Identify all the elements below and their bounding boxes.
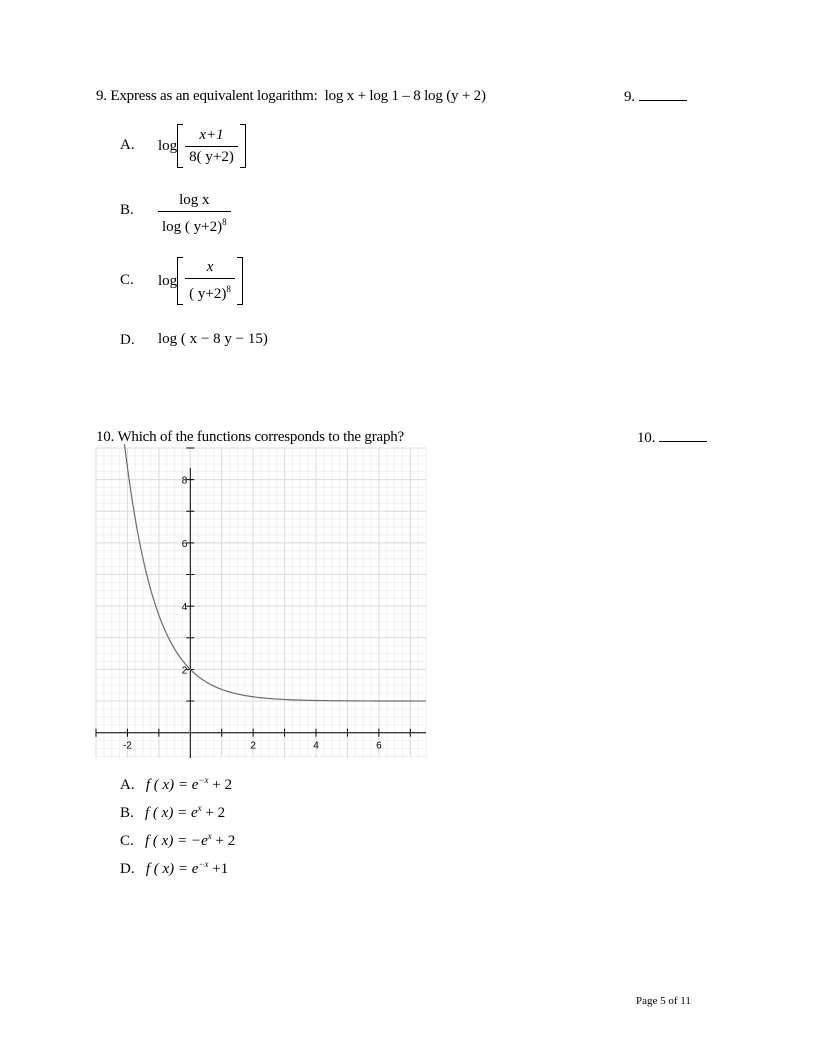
q9-option-c-math: [158, 257, 243, 305]
grid-minor: [96, 448, 426, 758]
q10-option-c-exp: x: [207, 831, 212, 841]
q9-option-b-numerator: log x: [179, 192, 210, 208]
q9-option-c-letter[interactable]: C.: [120, 272, 134, 288]
q9-option-a-denominator: 8( y+2): [185, 146, 238, 166]
q9-option-c-exponent: 8: [226, 284, 231, 294]
y-tick-label: 4: [181, 602, 188, 614]
q9-prompt: Express as an equivalent logarithm:: [110, 88, 318, 104]
q9-option-b-letter[interactable]: B.: [120, 202, 134, 218]
q10-prompt: Which of the functions corresponds to the graph?: [117, 429, 404, 445]
left-bracket: [177, 124, 183, 168]
q10-answer-blank[interactable]: [659, 429, 707, 442]
q10-option-b[interactable]: [120, 803, 225, 822]
q10-option-a-exp: −x: [198, 775, 209, 785]
q10-number: 10.: [96, 429, 115, 445]
q10-option-d-rhs: +1: [212, 861, 229, 877]
q9-option-c-numerator: x: [206, 259, 214, 275]
q9-option-b-math: [156, 192, 233, 236]
q10-option-d-lhs: f ( x) = e: [145, 861, 199, 877]
q10-option-d[interactable]: [120, 859, 228, 878]
q10-option-a-lhs: f ( x) = e: [145, 777, 199, 793]
q9-option-c-denominator: [185, 278, 235, 303]
right-bracket: [240, 124, 246, 168]
q9-option-d-math: log ( x − 8 y − 15): [158, 331, 268, 347]
q10-answer-label: [637, 429, 707, 447]
q10-option-b-rhs: + 2: [205, 805, 226, 821]
y-tick-label: 2: [181, 665, 188, 677]
q9-answer-label: [624, 88, 687, 106]
y-tick-label: 8: [181, 475, 188, 487]
q9-expression: log x + log 1 – 8 log (y + 2): [324, 88, 486, 104]
q10-option-c-rhs: + 2: [215, 833, 236, 849]
q10-answer-number: 10.: [637, 430, 656, 446]
left-bracket: [177, 257, 183, 305]
q10-option-a[interactable]: [120, 775, 232, 794]
q10-option-b-lhs: f ( x) = e: [145, 805, 198, 821]
q9-answer-blank[interactable]: [639, 88, 687, 101]
q9-option-c-log: log: [158, 272, 178, 289]
q9-option-a-log: log: [158, 137, 178, 154]
q10-option-c-letter: C.: [120, 833, 134, 849]
q9-option-a-numerator: x+1: [199, 126, 224, 143]
q9-option-b-exponent: 8: [222, 217, 227, 227]
x-tick-label: 4: [313, 740, 319, 752]
q9-number: 9.: [96, 88, 107, 104]
q9-prompt-line: [96, 88, 486, 105]
y-tick-label: 6: [181, 538, 188, 550]
q9-option-c-den-text: ( y+2): [189, 286, 227, 302]
q9-answer-number: 9.: [624, 89, 635, 105]
q10-option-d-letter: D.: [120, 861, 135, 877]
q9-option-c-fraction: [185, 259, 235, 303]
q9-option-b-den-text: log ( y+2): [162, 219, 223, 235]
q10-option-a-rhs: + 2: [212, 777, 232, 793]
q9-option-a-letter[interactable]: A.: [120, 137, 135, 153]
q10-option-c[interactable]: [120, 831, 235, 850]
q9-option-b-denominator: [158, 211, 231, 236]
q9-option-b-fraction: [158, 192, 231, 236]
curve-line: [123, 444, 426, 701]
q10-option-b-letter: B.: [120, 805, 134, 821]
x-tick-label: -2: [122, 740, 132, 752]
right-bracket: [237, 257, 243, 305]
x-tick-label: 2: [250, 740, 256, 752]
q9-option-d-letter[interactable]: D.: [120, 332, 135, 348]
q10-option-d-exp: −x: [198, 859, 209, 869]
function-graph: [90, 444, 432, 764]
q9-option-a-math: [158, 124, 246, 168]
q10-option-c-lhs: f ( x) = −e: [145, 833, 208, 849]
q10-option-a-letter: A.: [120, 777, 135, 793]
q9-option-a-fraction: [185, 127, 238, 166]
page-number: Page 5 of 11: [636, 995, 691, 1007]
x-tick-label: 6: [376, 740, 382, 752]
q10-option-b-exp: x: [197, 803, 202, 813]
